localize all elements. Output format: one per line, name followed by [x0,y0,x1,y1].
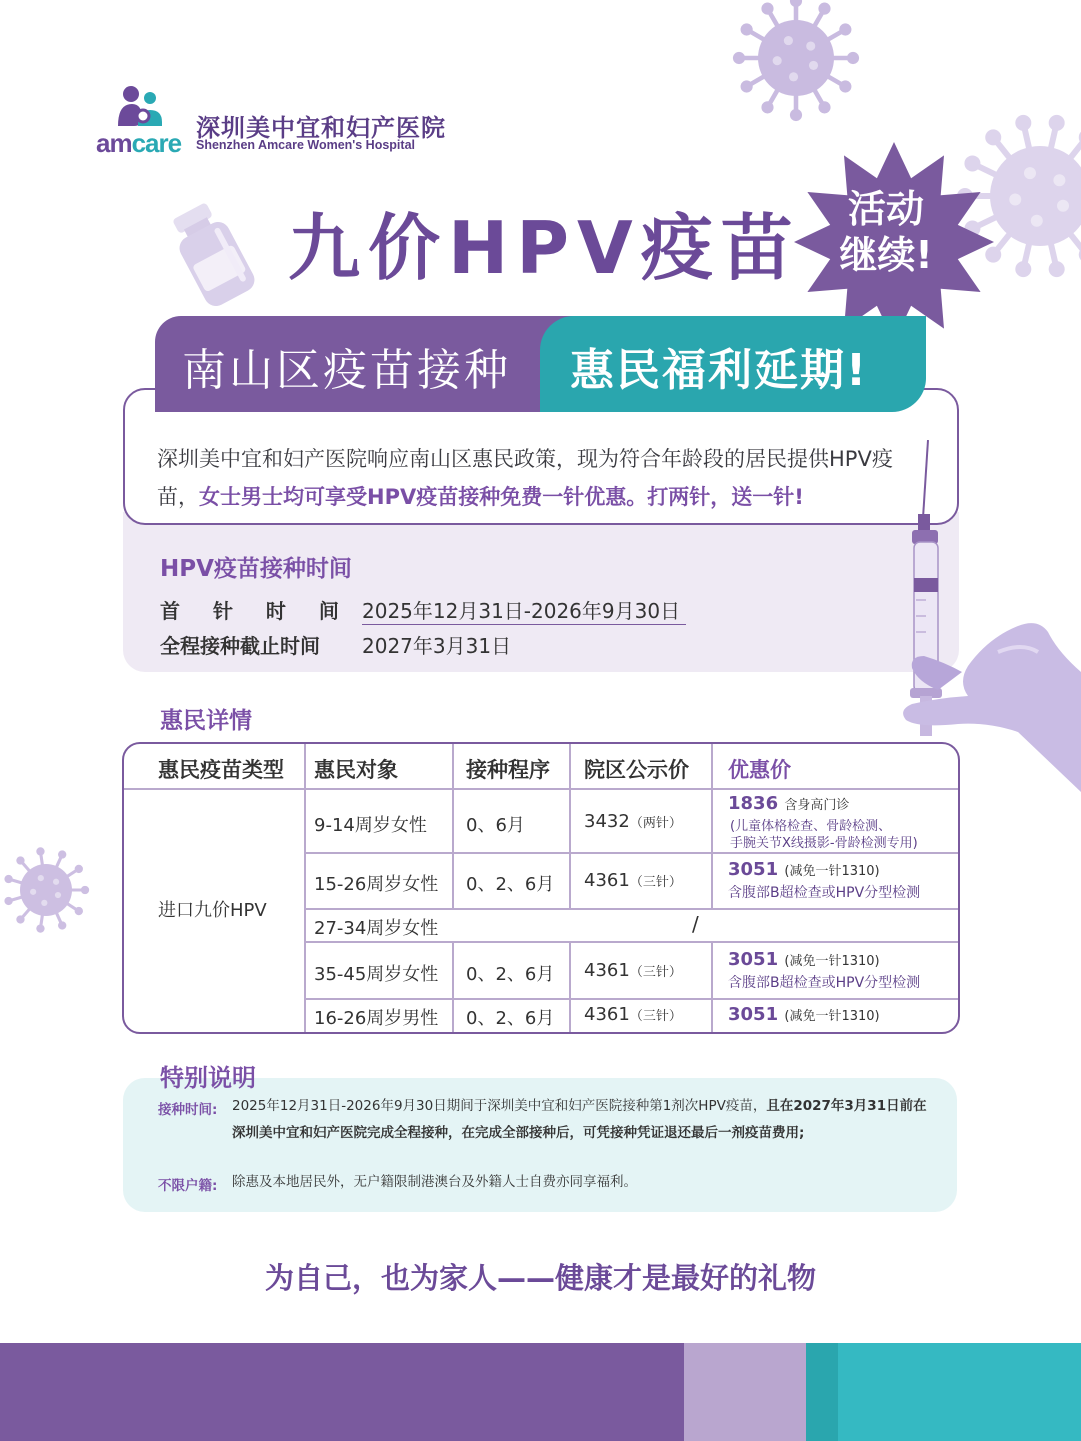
footer-bar-lavender [684,1343,806,1441]
slogan: 为自己，也为家人——健康才是最好的礼物 [264,1261,816,1295]
row2-price-note: (减免一针1310) [784,864,880,879]
row5-price-value: 3051 [728,1004,779,1025]
row4-schedule: 0、2、6月 [466,964,555,985]
logo-care: care [131,128,182,158]
row1-list-note: （两针） [629,816,682,831]
row2-feature: 含腹部B超检查或HPV分型检测 [728,885,921,901]
notes-title: 特别说明 [160,1064,256,1092]
row4-price-value: 3051 [728,949,779,970]
row1-schedule: 0、6月 [466,815,525,836]
row1-extra-1: (儿童体格检查、骨龄检测、 [730,819,892,834]
intro-highlight: 女士男士均可享受HPV疫苗接种免费一针优惠。打两针，送一针! [199,485,804,509]
logo-am: am [96,128,132,158]
deadline-value: 2027年3月31日 [362,634,512,658]
footer-bar-teal [806,1343,838,1441]
banner-right-text: 惠民福利延期! [570,345,869,396]
row5-list-price [584,1004,682,1025]
note-time-text [232,1093,932,1147]
note-time-text-b: 且在2027年3月31日前在深圳美中宜和妇产医院完成全程接种，在完成全部接种后，可凭接种凭证退还最后一剂疫苗费用; [232,1098,927,1141]
row1-list-price-value: 3432 [584,811,630,832]
table-rule [305,908,958,910]
row4-feature: 含腹部B超检查或HPV分型检测 [728,975,921,991]
table-rule [569,744,571,908]
table-rule [305,941,958,943]
virus-icon [4,847,89,933]
header-target: 惠民对象 [314,758,398,782]
table-rule [305,998,958,1000]
first-dose-value: 2025年12月31日-2026年9月30日 [362,595,686,625]
hospital-name-cn: 深圳美中宜和妇产医院 [196,114,446,142]
row1-extra-2: 手腕关节X线摄影-骨龄检测专用) [730,836,918,851]
hospital-name-en: Shenzhen Amcare Women's Hospital [196,138,415,152]
row4-price [728,949,880,970]
vaccine-type-cell: 进口九价HPV [158,900,267,921]
header-discount-price: 优惠价 [728,758,791,782]
table-rule [304,744,306,1032]
row2-price [728,859,880,880]
table-rule [452,744,454,908]
row4-list-price [584,960,682,981]
details-title: 惠民详情 [160,708,252,734]
row4-list-price-value: 4361 [584,960,630,981]
table-rule [305,852,958,854]
note-time-text-a: 2025年12月31日-2026年9月30日期间于深圳美中宜和妇产医院接种第1剂次HPV疫苗， [232,1098,767,1114]
row5-target: 16-26周岁男性 [314,1008,439,1029]
row4-list-note: （三针） [629,965,682,980]
note-time-label: 接种时间: [158,1102,218,1118]
row2-target: 15-26周岁女性 [314,874,439,895]
row2-list-note: （三针） [629,875,682,890]
first-dose-label: 首 针 时 间 [160,599,352,623]
table-rule [569,941,571,1032]
table-rule [452,941,454,1032]
note-hukou-text: 除惠及本地居民外，无户籍限制港澳台及外籍人士自费亦同享福利。 [232,1174,637,1190]
row2-schedule: 0、2、6月 [466,874,555,895]
row5-price-note: (减免一针1310) [784,1009,880,1024]
header-list-price: 院区公示价 [584,758,689,782]
intro-text [157,440,927,516]
footer-bar-light-teal [838,1343,1081,1441]
row4-target: 35-45周岁女性 [314,964,439,985]
page-title: 九价HPV疫苗 [288,206,801,290]
family-logo-icon [112,84,168,130]
table-rule [124,788,958,790]
banner-left-text: 南山区疫苗接种 [182,345,511,396]
row1-price [728,793,849,814]
footer-bar-purple [0,1343,684,1441]
row5-schedule: 0、2、6月 [466,1008,555,1029]
row1-target: 9-14周岁女性 [314,815,427,836]
header-vaccine-type: 惠民疫苗类型 [158,758,284,782]
row2-list-price [584,870,682,891]
badge-text [826,186,946,278]
row5-list-price-value: 4361 [584,1004,630,1025]
table-rule [711,941,713,1032]
row1-price-note: 含身高门诊 [784,798,850,813]
badge-line-2: 继续! [839,233,933,277]
table-rule [711,744,713,908]
row3-target: 27-34周岁女性 [314,918,439,939]
row2-price-value: 3051 [728,859,779,880]
intro-plain: 深圳美中宜和妇产医院响应南山区惠民政策，现为符合年龄段的居民提供HPV疫苗， [157,447,893,509]
row4-price-note: (减免一针1310) [784,954,880,969]
row5-list-note: （三针） [629,1009,682,1024]
deadline-label: 全程接种截止时间 [160,634,320,658]
schedule-title: HPV疫苗接种时间 [160,556,352,582]
badge-line-1: 活动 [847,187,924,231]
row1-list-price [584,811,682,832]
vaccine-vial-icon [160,196,270,316]
row1-price-value: 1836 [728,793,779,814]
logo-wordmark [96,128,181,159]
row2-list-price-value: 4361 [584,870,630,891]
header-schedule: 接种程序 [466,758,550,782]
row5-price [728,1004,880,1025]
note-hukou-label: 不限户籍: [158,1178,218,1194]
row3-not-applicable: / [692,912,699,936]
virus-icon [733,0,859,121]
